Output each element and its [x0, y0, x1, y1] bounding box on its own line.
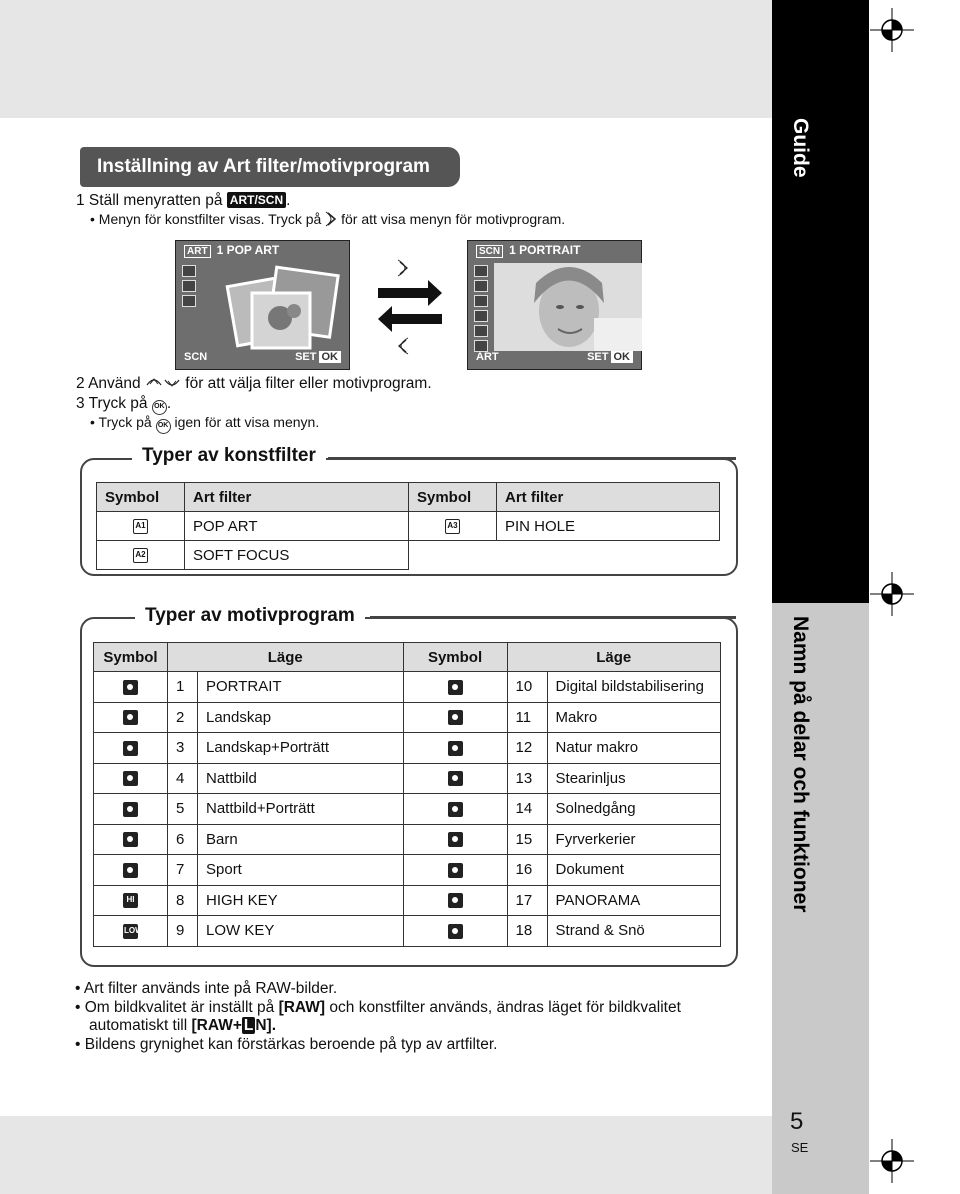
soft-focus-icon: A2	[133, 548, 148, 563]
note-2-text-c: och konstfilter används, ändras läget för bildkvalitet	[329, 999, 681, 1016]
sunset-scene-icon	[448, 802, 463, 817]
art-filter-table	[96, 482, 720, 570]
registration-mark-icon	[870, 8, 914, 52]
table-cell: 1	[168, 672, 198, 703]
table-row	[94, 916, 721, 947]
step-1	[76, 192, 290, 210]
table-cell: 3	[168, 733, 198, 764]
nature-macro-scene-icon	[448, 741, 463, 756]
table-cell: Fyrverkerier	[547, 824, 720, 855]
arrow-up-down-buttons-icon	[145, 375, 181, 391]
image-stabilization-scene-icon	[448, 680, 463, 695]
note-2-normal: N].	[255, 1017, 277, 1034]
ok-button-icon: OK	[152, 400, 167, 415]
table-cell: 6	[168, 824, 198, 855]
registration-mark-icon	[870, 1139, 914, 1183]
portrait-scene-icon	[474, 265, 488, 277]
table-cell: 2	[168, 702, 198, 733]
table-cell: Sport	[198, 855, 404, 886]
table-cell: Stearinljus	[547, 763, 720, 794]
table-cell: Natur makro	[547, 733, 720, 764]
step-2	[76, 375, 432, 393]
note-2-text-d: automatiskt till	[89, 1017, 188, 1034]
table-cell: 9	[168, 916, 198, 947]
guide-tab[interactable]: Guide	[789, 118, 812, 178]
portrait-scene-icon	[123, 680, 138, 695]
sport-scene-icon	[123, 863, 138, 878]
children-scene-icon	[123, 832, 138, 847]
step-3-text: 3 Tryck på	[76, 395, 148, 412]
table-row	[94, 733, 721, 764]
table-cell: POP ART	[185, 512, 409, 541]
table-row	[94, 672, 721, 703]
document-scene-icon	[448, 863, 463, 878]
scene-table	[93, 642, 721, 947]
page-number: 5	[790, 1108, 804, 1135]
table-row	[94, 855, 721, 886]
fireworks-scene-icon	[448, 832, 463, 847]
section-title: Inställning av Art filter/motivprogram	[80, 147, 460, 187]
scene-menu-screen	[467, 240, 642, 370]
note-2	[75, 999, 681, 1017]
table-cell: 14	[507, 794, 547, 825]
table-row	[94, 794, 721, 825]
table-cell: Nattbild	[198, 763, 404, 794]
table-cell: PANORAMA	[547, 885, 720, 916]
night-scene-icon	[123, 771, 138, 786]
landscape-portrait-scene-icon	[123, 741, 138, 756]
step-3-note-text-a: • Tryck på	[90, 414, 152, 430]
header-band	[0, 0, 772, 118]
table-cell: 16	[507, 855, 547, 886]
table-row	[94, 763, 721, 794]
panorama-scene-icon	[448, 893, 463, 908]
step-2-text-a: 2 Använd	[76, 375, 141, 392]
pop-art-icon: A1	[133, 519, 148, 534]
ok-button-icon: OK	[156, 419, 171, 434]
table-row	[94, 885, 721, 916]
note-1: • Art filter används inte på RAW-bilder.	[75, 980, 338, 997]
large-quality-icon: L	[243, 1017, 254, 1034]
mode-dial-art-scn-icon: ART/SCN	[227, 192, 286, 208]
table-row	[94, 824, 721, 855]
table-header: Symbol	[403, 643, 507, 672]
scene-icons	[474, 265, 488, 355]
art-filter-group-title: Typer av konstfilter	[132, 445, 326, 467]
note-3: • Bildens grynighet kan förstärkas beroende på typ av artfilter.	[75, 1036, 498, 1053]
step-3-note	[90, 414, 319, 434]
table-header: Symbol	[409, 483, 497, 512]
scene-group-title: Typer av motivprogram	[135, 605, 365, 627]
table-row	[94, 702, 721, 733]
scn-screen-header	[468, 241, 641, 263]
landscape-scene-icon	[474, 280, 488, 292]
registration-mark-icon	[870, 572, 914, 616]
table-header: Läge	[168, 643, 404, 672]
table-cell: HIGH KEY	[198, 885, 404, 916]
candle-scene-icon	[448, 771, 463, 786]
side-tab-guide-area	[772, 0, 869, 603]
table-cell: 15	[507, 824, 547, 855]
table-header: Symbol	[97, 483, 185, 512]
table-header: Art filter	[185, 483, 409, 512]
table-cell: LOW KEY	[198, 916, 404, 947]
beach-snow-scene-icon	[448, 924, 463, 939]
pop-art-preview-photo	[202, 263, 350, 351]
table-cell: Solnedgång	[547, 794, 720, 825]
table-header: Symbol	[94, 643, 168, 672]
table-cell: 11	[507, 702, 547, 733]
table-row	[97, 541, 720, 570]
step-1-note-text-b: för att visa menyn för motivprogram.	[341, 211, 566, 227]
title-rule	[328, 457, 736, 460]
art-filter-3-icon	[182, 295, 196, 307]
art-foot-left: SCN	[184, 351, 208, 363]
table-cell: PIN HOLE	[497, 512, 720, 541]
macro-scene-icon	[448, 710, 463, 725]
night-portrait-scene-icon	[474, 325, 488, 337]
note-2-text-a: • Om bildkvalitet är inställt på	[75, 999, 275, 1016]
table-cell: Strand & Snö	[547, 916, 720, 947]
table-cell: 17	[507, 885, 547, 916]
scn-screen-title: 1 PORTRAIT	[509, 243, 581, 257]
landscape-scene-icon	[123, 710, 138, 725]
high-key-scene-icon: HI	[123, 893, 138, 908]
table-cell: Nattbild+Porträtt	[198, 794, 404, 825]
table-cell: Dokument	[547, 855, 720, 886]
table-cell: 7	[168, 855, 198, 886]
landscape-portrait-scene-icon	[474, 295, 488, 307]
step-1-note-text-a: • Menyn för konstfilter visas. Tryck på	[90, 211, 322, 227]
note-2-cont	[89, 1017, 276, 1035]
parts-tab[interactable]: Namn på delar och funktioner	[789, 616, 812, 913]
arrow-right-button-icon	[325, 211, 337, 227]
art-screen-header	[176, 241, 349, 263]
low-key-scene-icon: LOW	[123, 924, 138, 939]
table-cell: 13	[507, 763, 547, 794]
title-rule	[370, 616, 736, 619]
step-2-text-b: för att välja filter eller motivprogram.	[185, 375, 432, 392]
table-row	[97, 512, 720, 541]
step-1-note	[90, 211, 565, 227]
footer-band	[0, 1116, 772, 1194]
night-portrait-scene-icon	[123, 802, 138, 817]
scn-foot-ok: OK	[611, 351, 634, 363]
step-1-text: 1 Ställ menyratten på	[76, 192, 223, 209]
step-3-end: .	[166, 395, 172, 412]
art-badge: ART	[184, 245, 211, 258]
art-screen-footer	[184, 351, 341, 367]
table-cell: Barn	[198, 824, 404, 855]
art-filter-2-icon	[182, 280, 196, 292]
table-header-row	[97, 483, 720, 512]
table-header: Läge	[507, 643, 720, 672]
switch-arrows-icon	[372, 256, 448, 356]
table-cell: 5	[168, 794, 198, 825]
scn-foot-set: SET	[587, 351, 609, 363]
scn-foot-left: ART	[476, 351, 499, 363]
step-3	[76, 395, 171, 415]
table-cell: 12	[507, 733, 547, 764]
step-1-end: .	[286, 192, 291, 209]
step-3-note-text-b: igen för att visa menyn.	[174, 414, 320, 430]
table-cell: Makro	[547, 702, 720, 733]
night-scene-icon	[474, 310, 488, 322]
table-header: Art filter	[497, 483, 720, 512]
table-cell: 10	[507, 672, 547, 703]
scn-badge: SCN	[476, 245, 503, 258]
art-foot-ok: OK	[319, 351, 342, 363]
table-cell: Landskap+Porträtt	[198, 733, 404, 764]
table-cell: 8	[168, 885, 198, 916]
note-2-raw: [RAW]	[278, 999, 326, 1016]
table-cell: Landskap	[198, 702, 404, 733]
side-tab-parts-area	[772, 603, 869, 1194]
table-cell: 4	[168, 763, 198, 794]
art-screen-title: 1 POP ART	[216, 243, 280, 257]
table-header-row	[94, 643, 721, 672]
art-foot-set: SET	[295, 351, 317, 363]
art-filter-icons	[182, 265, 196, 310]
note-2-raw-plus: [RAW+	[191, 1017, 242, 1034]
art-filter-1-icon	[182, 265, 196, 277]
scn-screen-footer	[476, 351, 633, 367]
table-cell: Digital bildstabilisering	[547, 672, 720, 703]
art-menu-screen	[175, 240, 350, 370]
table-cell: PORTRAIT	[198, 672, 404, 703]
page-language: SE	[791, 1140, 809, 1155]
pin-hole-icon: A3	[445, 519, 460, 534]
table-cell: 18	[507, 916, 547, 947]
table-cell: SOFT FOCUS	[185, 541, 409, 570]
portrait-preview-photo	[494, 263, 642, 351]
